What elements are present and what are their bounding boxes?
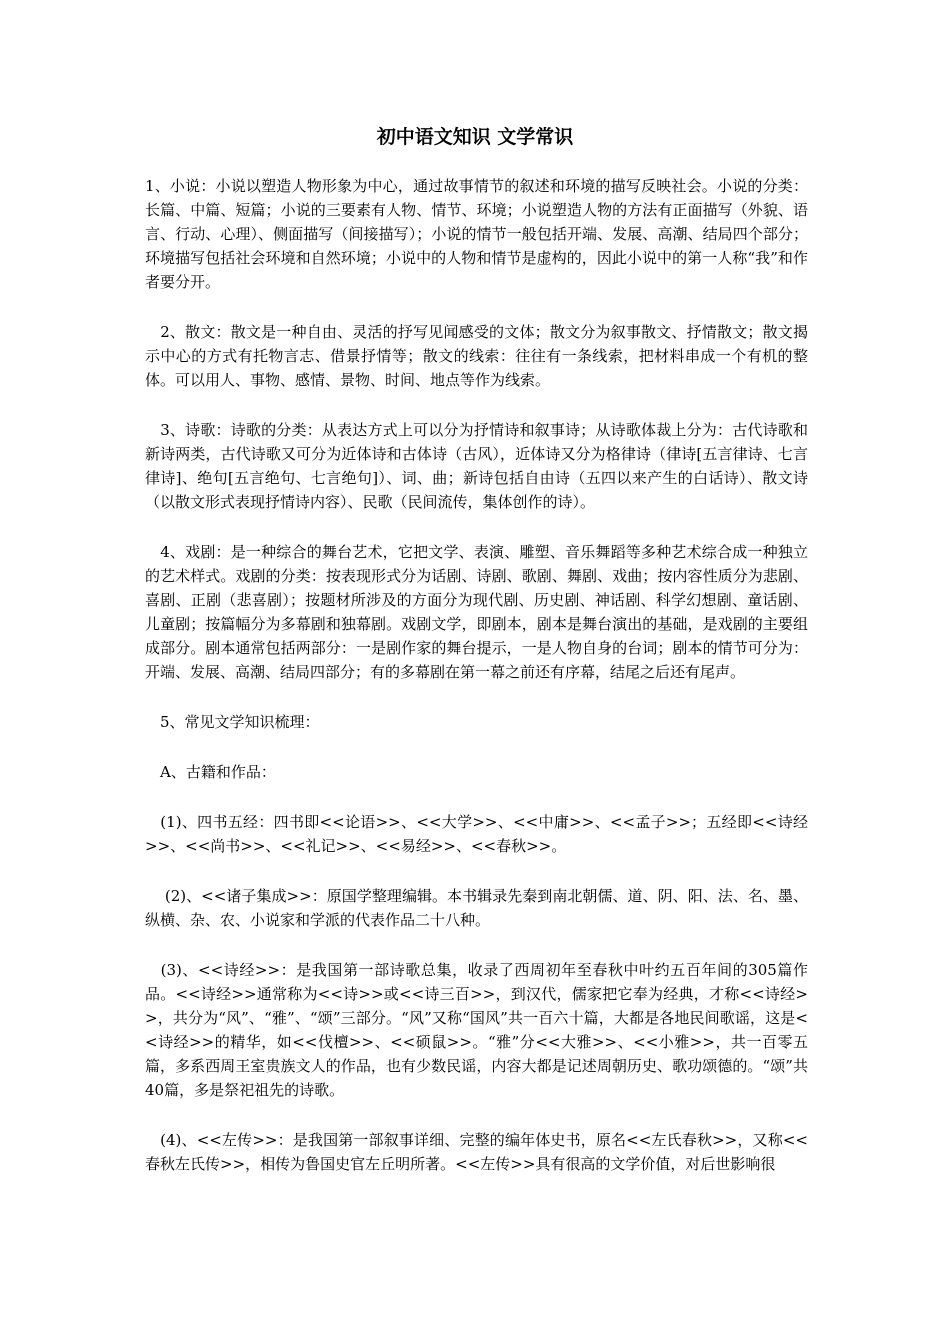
paragraph-prose: 2、散文：散文是一种自由、灵活的抒写见闻感受的文体；散文分为叙事散文、抒情散文；散文揭示中心的方式有托物言志、借景抒情等；散文的线索：往往有一条线索，把材料串成一个有机的整体。可以用人、事物、感情、景物、时间、地点等作为线索。	[145, 323, 808, 389]
paragraph-poetry: 3、诗歌：诗歌的分类：从表达方式上可以分为抒情诗和叙事诗；从诗歌体裁上分为：古代诗歌和新诗两类，古代诗歌又可分为近体诗和古体诗（古风），近体诗又分为格律诗（律诗[五言律诗、七言律诗]、绝句[五言绝句、七言绝句]）、词、曲；新诗包括自由诗（五四以来产生的白话诗）、散文诗（以散文形式表现抒情诗内容）、民歌（民间流传，集体创作的诗）。	[145, 421, 808, 511]
document-title: 初中语文知识 文学常识	[376, 126, 574, 148]
paragraph-shijing: (3)、<<诗经>>：是我国第一部诗歌总集，收录了西周初年至春秋中叶约五百年间的305篇作品。<<诗经>>通常称为<<诗>>或<<诗三百>>，到汉代，儒家把它奉为经典，才称<<诗经>>，共分为“风”、“雅”、“颂”三部分。“风”又称“国风”共一百六十篇，大都是各地民间歌谣，这是<<诗经>>的精华，如<<伐檀>>、<<硕鼠>>。“雅”分<<大雅>>、<<小雅>>，共一百零五篇，多系西周王室贵族文人的作品，也有少数民谣，内容大都是记述周朝历史、歌功颂德的。“颂”共40篇，多是祭祀祖先的诗歌。	[145, 961, 808, 1099]
paragraph-zuozhuan: (4)、<<左传>>：是我国第一部叙事详细、完整的编年体史书，原名<<左氏春秋>>，又称<<春秋左氏传>>，相传为鲁国史官左丘明所著。<<左传>>具有很高的文学价值，对后世影响很	[145, 1131, 808, 1173]
paragraph-zhuzi-jicheng: (2)、<<诸子集成>>：原国学整理编辑。本书辑录先秦到南北朝儒、道、阴、阳、法、名、墨、纵横、杂、农、小说家和学派的代表作品二十八种。	[145, 887, 808, 929]
paragraph-classics-heading: A、古籍和作品：	[145, 763, 276, 781]
paragraph-drama: 4、戏剧：是一种综合的舞台艺术，它把文学、表演、雕塑、音乐舞蹈等多种艺术综合成一种独立的艺术样式。戏剧的分类：按表现形式分为话剧、诗剧、歌剧、舞剧、戏曲；按内容性质分为悲剧、喜剧、正剧（悲喜剧）；按题材所涉及的方面分为现代剧、历史剧、神话剧、科学幻想剧、童话剧、儿童剧；按篇幅分为多幕剧和独幕剧。戏剧文学，即剧本，剧本是舞台演出的基础，是戏剧的主要组成部分。剧本通常包括两部分：一是剧作家的舞台提示，一是人物自身的台词；剧本的情节可分为：开端、发展、高潮、结局四部分；有的多幕剧在第一幕之前还有序幕，结尾之后还有尾声。	[145, 543, 808, 681]
paragraph-novel: 1、小说：小说以塑造人物形象为中心，通过故事情节的叙述和环境的描写反映社会。小说的分类：长篇、中篇、短篇；小说的三要素有人物、情节、环境；小说塑造人物的方法有正面描写（外貌、语言、行动、心理）、侧面描写（间接描写）；小说的情节一般包括开端、发展、高潮、结局四个部分；环境描写包括社会环境和自然环境；小说中的人物和情节是虚构的，因此小说中的第一人称“我”和作者要分开。	[145, 177, 808, 291]
document-body	[145, 174, 808, 1202]
paragraph-four-books-five-classics: (1)、四书五经：四书即<<论语>>、<<大学>>、<<中庸>>、<<孟子>>；五经即<<诗经>>、<<尚书>>、<<礼记>>、<<易经>>、<<春秋>>。	[145, 813, 808, 855]
paragraph-common-knowledge-heading: 5、常见文学知识梳理：	[145, 713, 320, 731]
